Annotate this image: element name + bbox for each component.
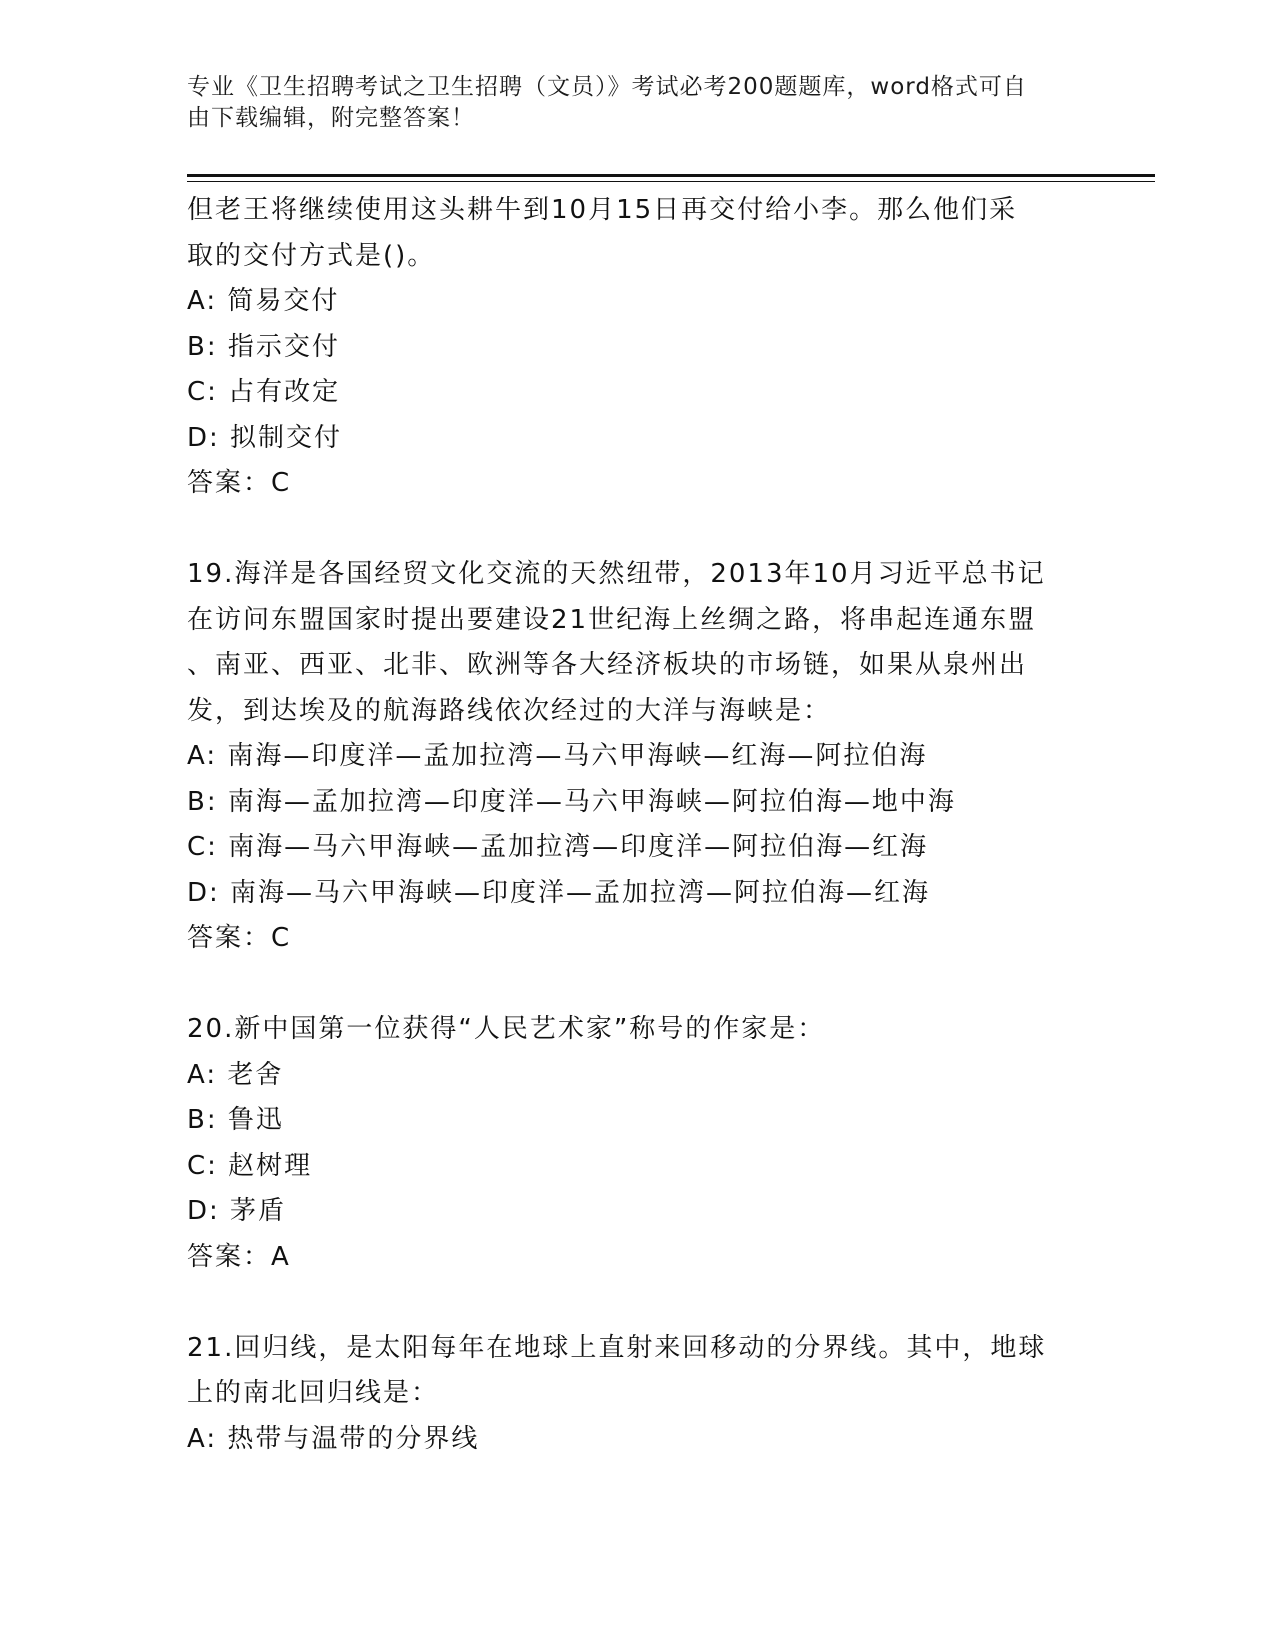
answer-line: 答案：C <box>187 923 292 953</box>
option-d: D: 南海—马六甲海峡—印度洋—孟加拉湾—阿拉伯海—红海 <box>187 877 931 908</box>
header-divider-thick <box>187 174 1155 177</box>
document-body <box>187 188 1077 1462</box>
question-stem-line: 在访问东盟国家时提出要建设21世纪海上丝绸之路，将串起连通东盟 <box>187 604 1037 635</box>
question-stem-line: 21.回归线，是太阳每年在地球上直射来回移动的分界线。其中，地球 <box>187 1332 1047 1363</box>
question-stem-line: 上的南北回归线是： <box>187 1378 440 1408</box>
question-stem-line: 20.新中国第一位获得“人民艺术家”称号的作家是： <box>187 1014 826 1044</box>
question-21 <box>187 1326 1077 1463</box>
option-b: B: 指示交付 <box>187 331 340 362</box>
header-divider-thin <box>187 181 1155 182</box>
answer-line: 答案：A <box>187 1241 291 1272</box>
question-stem-line: 发，到达埃及的航海路线依次经过的大洋与海峡是： <box>187 695 832 726</box>
option-b: B: 南海—孟加拉湾—印度洋—马六甲海峡—阿拉伯海—地中海 <box>187 786 956 817</box>
question-stem-line: 取的交付方式是()。 <box>187 240 436 271</box>
header-line-1: 专业《卫生招聘考试之卫生招聘（文员）》考试必考200题题库，word格式可自 <box>187 74 1027 100</box>
option-c: C: 南海—马六甲海峡—孟加拉湾—印度洋—阿拉伯海—红海 <box>187 832 929 862</box>
spacer <box>187 1280 1077 1326</box>
option-c: C: 占有改定 <box>187 377 341 407</box>
question-19 <box>187 552 1077 962</box>
option-a: A: 简易交付 <box>187 286 340 316</box>
option-a: A: 热带与温带的分界线 <box>187 1423 480 1454</box>
question-stem-line: 19.海洋是各国经贸文化交流的天然纽带，2013年10月习近平总书记 <box>187 559 1046 589</box>
spacer <box>187 962 1077 1008</box>
option-a: A: 老舍 <box>187 1059 284 1090</box>
question-20 <box>187 1007 1077 1280</box>
option-d: D: 拟制交付 <box>187 422 343 453</box>
option-c: C: 赵树理 <box>187 1150 313 1181</box>
answer-line: 答案：C <box>187 468 292 498</box>
option-a: A: 南海—印度洋—孟加拉湾—马六甲海峡—红海—阿拉伯海 <box>187 741 928 771</box>
header-line-2: 由下载编辑，附完整答案！ <box>187 105 475 131</box>
option-d: D: 茅盾 <box>187 1196 287 1226</box>
question-18 <box>187 188 1077 507</box>
option-b: B: 鲁迅 <box>187 1105 284 1135</box>
question-stem-line: 但老王将继续使用这头耕牛到10月15日再交付给小李。那么他们采 <box>187 195 1018 225</box>
question-stem-line: 、南亚、西亚、北非、欧洲等各大经济板块的市场链，如果从泉州出 <box>187 650 1028 680</box>
page-header <box>187 72 1067 134</box>
spacer <box>187 507 1077 553</box>
